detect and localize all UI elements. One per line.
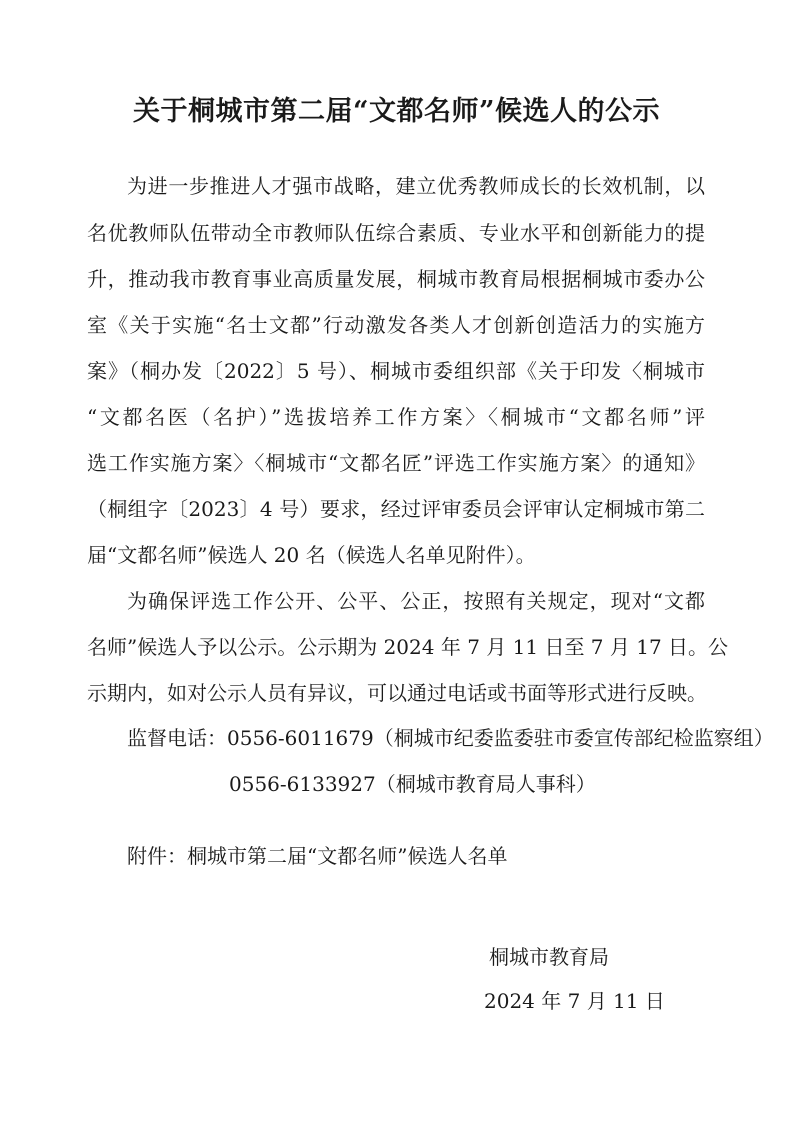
- issue-date: 2024 年 7 月 11 日: [484, 989, 665, 1013]
- supervision-phone-line-2: 0556-6133927（桐城市教育局人事科）: [229, 772, 596, 796]
- paragraph-line: 为进一步推进人才强市战略，建立优秀教师成长的长效机制，以: [127, 174, 705, 198]
- attachment-note: 附件：桐城市第二届“文都名师”候选人名单: [127, 844, 508, 868]
- paragraph-line: 届“文都名师”候选人 20 名（候选人名单见附件）。: [87, 543, 536, 567]
- paragraph-line: 升，推动我市教育事业高质量发展，桐城市教育局根据桐城市委办公: [87, 267, 705, 291]
- paragraph-line: 名优教师队伍带动全市教师队伍综合素质、专业水平和创新能力的提: [87, 221, 705, 245]
- paragraph-line: 室《关于实施“名士文都”行动激发各类人才创新创造活力的实施方: [87, 313, 705, 337]
- paragraph-line: 名师”候选人予以公示。公示期为 2024 年 7 月 11 日至 7 月 17 日。公: [87, 635, 729, 659]
- paragraph-line: 示期内，如对公示人员有异议，可以通过电话或书面等形式进行反映。: [87, 681, 707, 705]
- paragraph-line: 选工作实施方案〉〈桐城市“文都名匠”评选工作实施方案〉的通知》: [87, 451, 705, 475]
- supervision-phone-line: 监督电话：0556-6011679（桐城市纪委监委驻市委宣传部纪检监察组）: [127, 726, 774, 750]
- paragraph-line: “文都名医（名护）”选拔培养工作方案〉〈桐城市“文都名师”评: [87, 405, 705, 429]
- page-title: 关于桐城市第二届“文都名师”候选人的公示: [132, 96, 661, 127]
- paragraph-line: 为确保评选工作公开、公平、公正，按照有关规定，现对“文都: [127, 589, 705, 613]
- paragraph-line: 案》（桐办发〔2022〕5 号）、桐城市委组织部《关于印发〈桐城市: [87, 359, 705, 383]
- paragraph-line: （桐组字〔2023〕4 号）要求，经过评审委员会评审认定桐城市第二: [87, 497, 705, 521]
- issuer-name: 桐城市教育局: [489, 945, 609, 969]
